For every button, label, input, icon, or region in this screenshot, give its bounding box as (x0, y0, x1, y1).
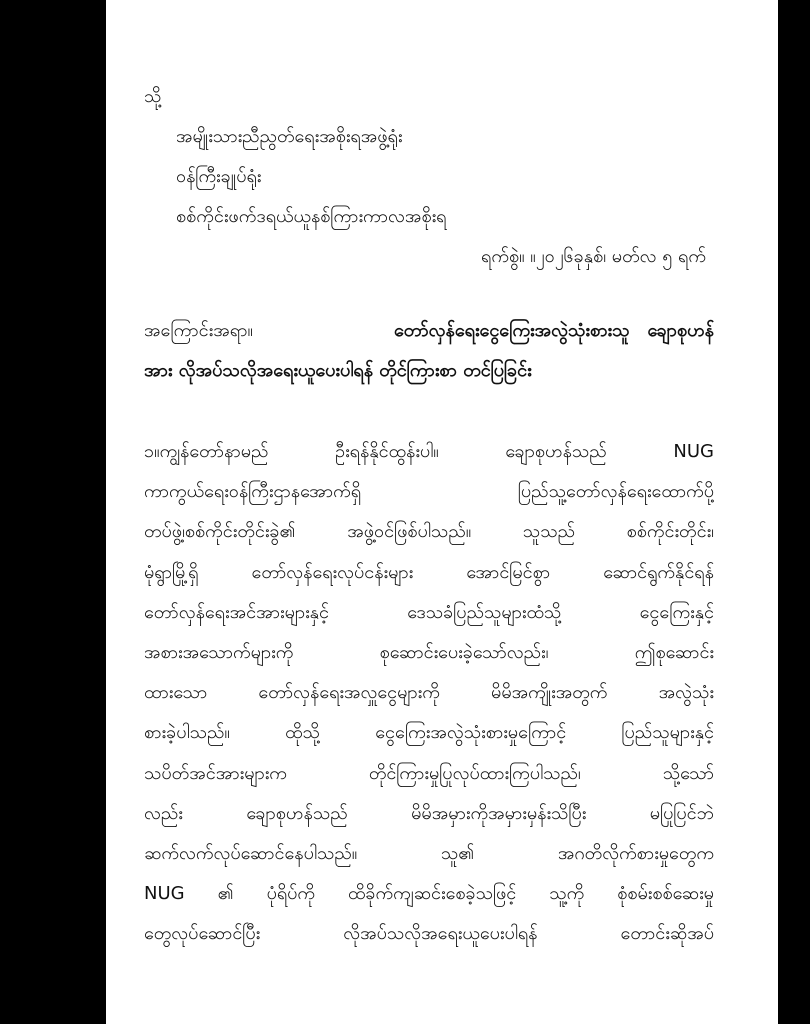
subject-word: တော်လှန်ရေးငွေကြေးအလွဲသုံးစားသူ (393, 320, 630, 341)
document-page (106, 0, 778, 1024)
body-line (144, 678, 714, 708)
body-word: သူ့ကို (549, 883, 585, 905)
body-word: ကာကွယ်ရေးဝန်ကြီးဌာနအောက်ရှိ (144, 481, 362, 503)
body-word: သူ၏ (440, 843, 475, 864)
date-line: ရက်စွဲ။ ။၂၀၂၆ခုနှစ်၊ မတ်လ ၅ ရက် (481, 246, 706, 267)
body-word: တော်လှန်ရေးအင်အားများနှင့် (144, 601, 329, 623)
body-word: ထိုသို့ (285, 722, 320, 744)
body-word: ပြည်သူ့တော်လှန်ရေးထောက်ပို့ (517, 481, 714, 503)
body-word: မိမိအမှားကိုအမှားမှန်းသိပြီး (411, 802, 587, 824)
subject-word: ချောစုဟန် (647, 320, 714, 341)
body-word: စုံစမ်းစစ်ဆေးမှု (617, 883, 714, 905)
body-word: သပိတ်အင်အားများက (144, 762, 287, 784)
recipient-line-3: စစ်ကိုင်းဖက်ဒရယ်ယူနစ်ကြားကာလအစိုးရ (176, 206, 447, 227)
body-line (144, 839, 714, 869)
body-word: တပ်ဖွဲ့၊စစ်ကိုင်းတိုင်းခွဲ၏ (144, 521, 296, 543)
body-word: မပြုပြင်ဘဲ (649, 802, 714, 824)
subject-line-2: အား လိုအပ်သလိုအရေးယူပေးပါရန် တိုင်ကြားစာ တင်ပြခြင်း (144, 360, 532, 381)
body-word: အောင်မြင်စွာ (466, 561, 551, 583)
body-word: ၁။ကျွန်တော်နာမည် (144, 441, 269, 462)
body-line (144, 517, 714, 547)
body-word: ချောစုဟန်သည် (246, 802, 348, 824)
body-word: ပုံရိပ်ကို (266, 883, 316, 905)
body-line (144, 919, 714, 949)
subject-label: အကြောင်းအရာ။ (144, 320, 253, 341)
to-label: သို့ (144, 86, 162, 107)
body-word: စုဆောင်းပေးခဲ့သော်လည်း၊ (379, 642, 549, 663)
body-word: ၏ (217, 883, 234, 905)
body-word: ဆောင်ရွက်နိုင်ရန် (603, 561, 714, 583)
body-line (144, 759, 714, 789)
body-word: အလွဲသုံး (658, 682, 714, 704)
recipient-line-1: အမျိုးသားညီညွတ်ရေးအစိုးရအဖွဲ့ရုံး (176, 126, 403, 147)
body-line (144, 638, 714, 668)
body-word: သူသည် (522, 521, 576, 543)
body-word: အဖွဲ့ဝင်ဖြစ်ပါသည်။ (347, 521, 472, 543)
body-line (144, 879, 714, 909)
body-word: တော်လှန်ရေးလုပ်ငန်းများ (251, 561, 414, 583)
body-word: ငွေကြေးနှင့် (639, 601, 714, 623)
body-word: တွေလုပ်ဆောင်ပြီး (144, 923, 261, 945)
body-word: လည်း (144, 802, 183, 824)
body-word: တောင်းဆိုအပ် (620, 923, 714, 945)
subject-line-1 (144, 316, 714, 346)
body-word: ဒေသခံပြည်သူများထံသို့ (407, 601, 562, 623)
body-word: တိုင်ကြားမှုပြုလုပ်ထားကြပါသည်၊ (368, 762, 581, 784)
recipient-line-2: ဝန်ကြီးချုပ်ရုံး (176, 166, 262, 187)
body-word: မိမိအကျိုးအတွက် (491, 682, 608, 704)
body-word: ငွေကြေးအလွဲသုံးစားမှုကြောင့် (375, 722, 567, 744)
body-word: NUG (144, 883, 185, 905)
body-word: ဦးရန်နိုင်ထွန်းပါ။ (335, 441, 439, 462)
body-word: လိုအပ်သလိုအရေးယူပေးပါရန် (343, 923, 538, 945)
body-line (144, 477, 714, 507)
body-word: သို့သော် (662, 762, 714, 784)
body-word: တော်လှန်ရေးအလှူငွေများကို (258, 682, 440, 704)
body-word: ထားသော (144, 682, 208, 704)
body-word: အဂတိလိုက်စားမှုတွေက (557, 843, 714, 864)
body-word: အစားအသောက်များကို (144, 642, 294, 663)
body-word: ဤစုဆောင်း (634, 642, 714, 663)
body-word: NUG (673, 441, 714, 462)
body-line (144, 598, 714, 628)
body-line (144, 558, 714, 588)
body-word: ဆက်လက်လုပ်ဆောင်နေပါသည်။ (144, 843, 358, 864)
body-word: မုံရွာမြို့ရှိ (144, 561, 199, 583)
body-word: ပြည်သူများနှင့် (621, 722, 714, 744)
body-line (144, 437, 714, 467)
body-word: ထိခိုက်ကျဆင်းစေခဲ့သဖြင့် (348, 883, 517, 905)
body-word: ချောစုဟန်သည် (505, 441, 607, 462)
body-word: စစ်ကိုင်းတိုင်း၊ (626, 521, 714, 543)
body-line (144, 718, 714, 748)
body-line (144, 799, 714, 829)
body-word: စားခဲ့ပါသည်။ (144, 722, 230, 744)
